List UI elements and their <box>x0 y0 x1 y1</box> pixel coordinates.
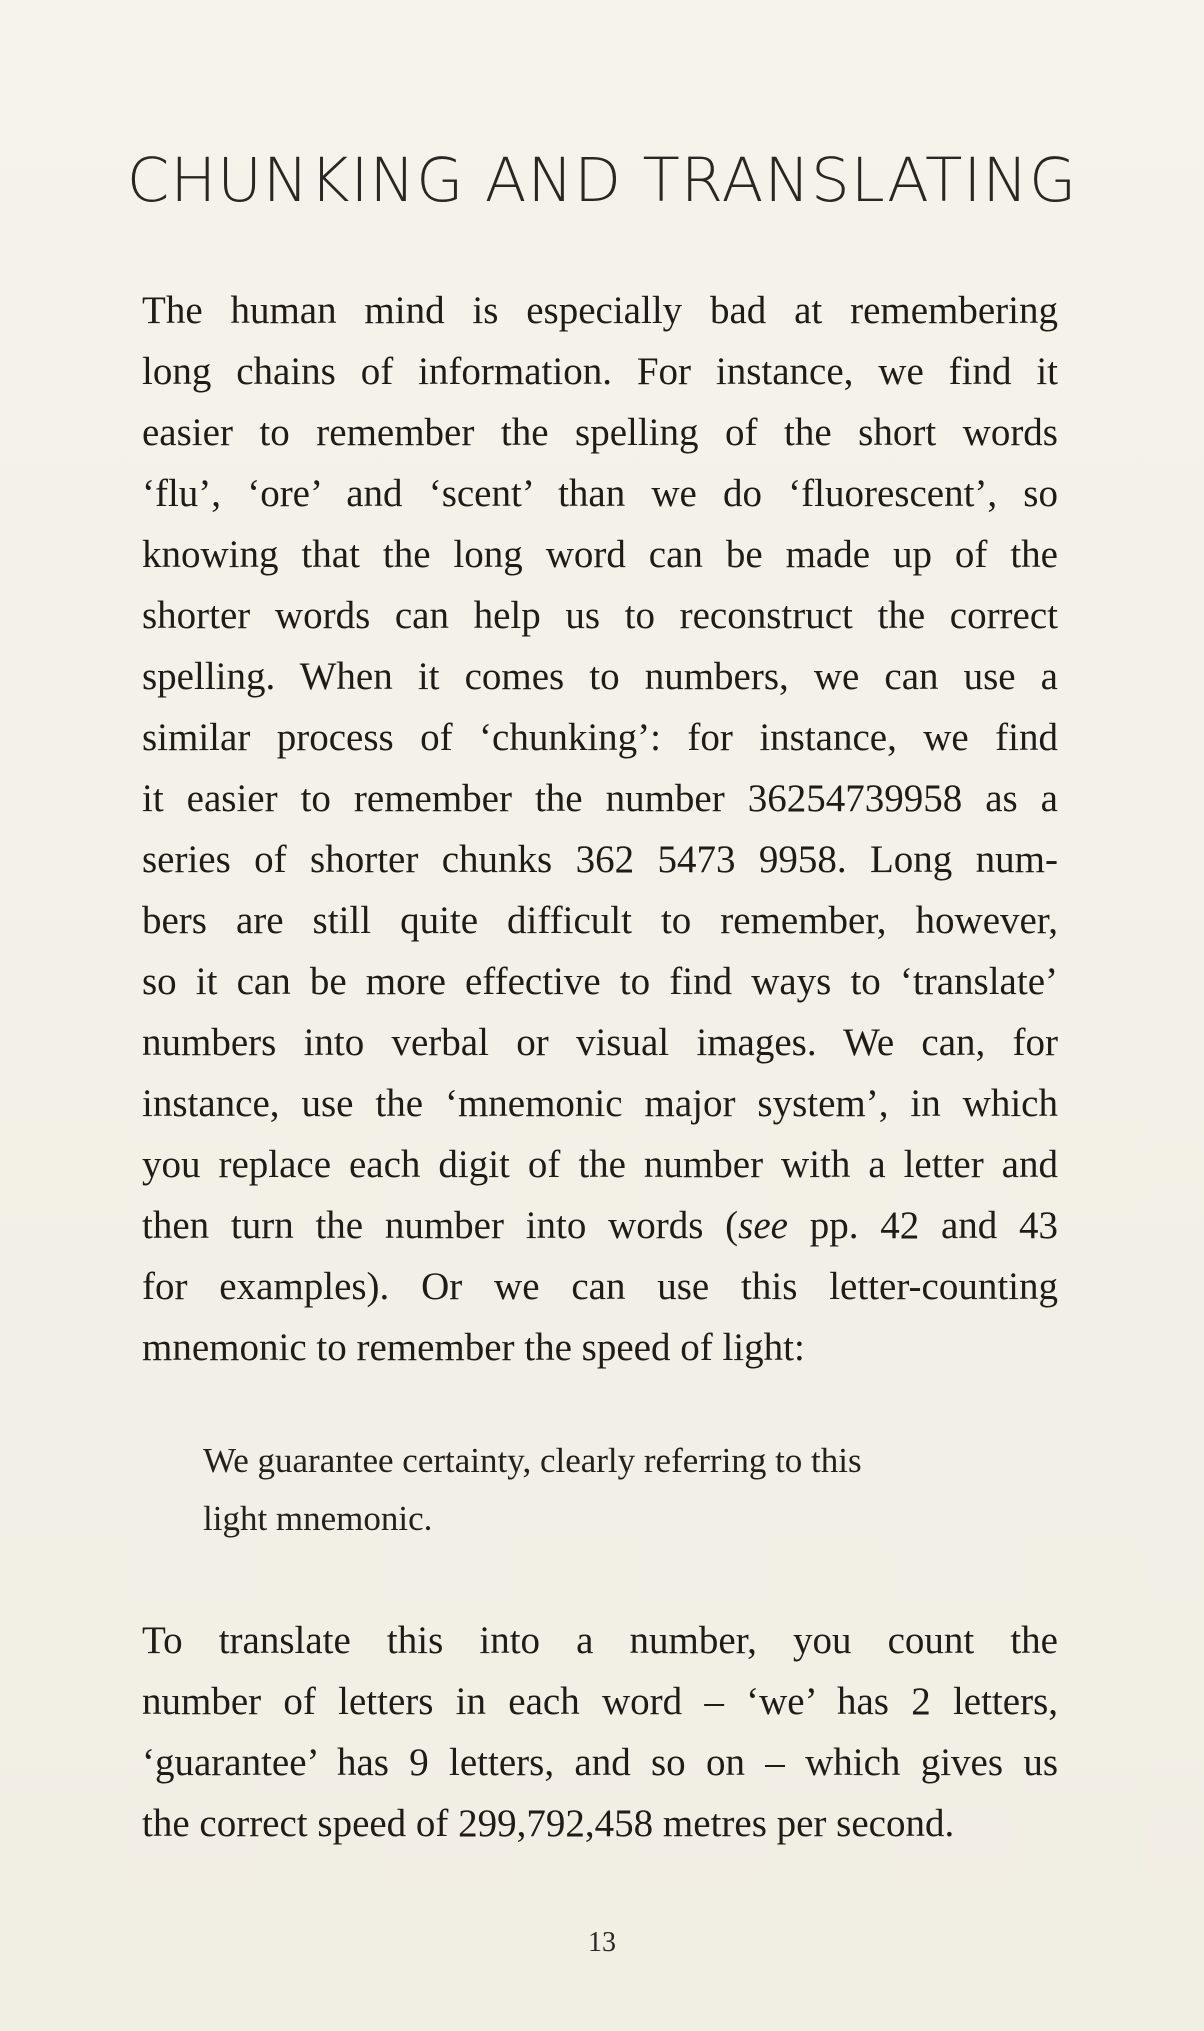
page-number: 13 <box>588 1927 616 1958</box>
text-line: numbers into verbal or visual images. We can, for <box>142 1021 1058 1064</box>
quote-line: We guarantee certainty, clearly referring to this <box>203 1441 862 1480</box>
text-line: mnemonic to remember the speed of light: <box>142 1326 805 1369</box>
text-line: the correct speed of 299,792,458 metres per second. <box>142 1802 955 1845</box>
section-heading: CHUNKING AND TRANSLATING <box>126 145 1078 216</box>
text-line: spelling. When it comes to numbers, we can use a <box>142 655 1058 698</box>
text-line: it easier to remember the number 36254739958 as a <box>142 777 1058 820</box>
text-line: To translate this into a number, you count the <box>142 1619 1058 1662</box>
text-line-with-cross-reference <box>142 1195 1058 1256</box>
text-line: long chains of information. For instance, we find it <box>142 350 1058 393</box>
text-line: similar process of ‘chunking’: for instance, we find <box>142 716 1058 759</box>
text-line: shorter words can help us to reconstruct the correct <box>142 594 1058 637</box>
text-line: so it can be more effective to find ways to ‘translate’ <box>142 960 1058 1003</box>
see-reference: see <box>738 1204 788 1247</box>
text-line: series of shorter chunks 362 5473 9958. Long num- <box>142 838 1058 881</box>
text-line: The human mind is especially bad at remembering <box>142 289 1058 332</box>
text-line: number of letters in each word – ‘we’ has 2 letters, <box>142 1680 1058 1723</box>
quote-line: light mnemonic. <box>203 1499 433 1538</box>
text-line: for examples). Or we can use this letter-counting <box>142 1265 1058 1308</box>
text-line: ‘flu’, ‘ore’ and ‘scent’ than we do ‘fluorescent’, so <box>142 472 1058 515</box>
text-line: knowing that the long word can be made up of the <box>142 533 1058 576</box>
body-paragraph-1 <box>142 280 1058 1378</box>
text-line: instance, use the ‘mnemonic major system’, in which <box>142 1082 1058 1125</box>
text-line: ‘guarantee’ has 9 letters, and so on – which gives us <box>142 1741 1058 1784</box>
text-line: you replace each digit of the number with a letter and <box>142 1143 1058 1186</box>
body-paragraph-2 <box>142 1610 1058 1854</box>
text-line: easier to remember the spelling of the short words <box>142 411 1058 454</box>
mnemonic-quote <box>203 1432 1023 1548</box>
text-fragment: then turn the number into words ( <box>142 1204 739 1247</box>
text-line: bers are still quite difficult to remember, however, <box>142 899 1058 942</box>
page-reference: pp. 42 and 43 <box>787 1204 1059 1247</box>
